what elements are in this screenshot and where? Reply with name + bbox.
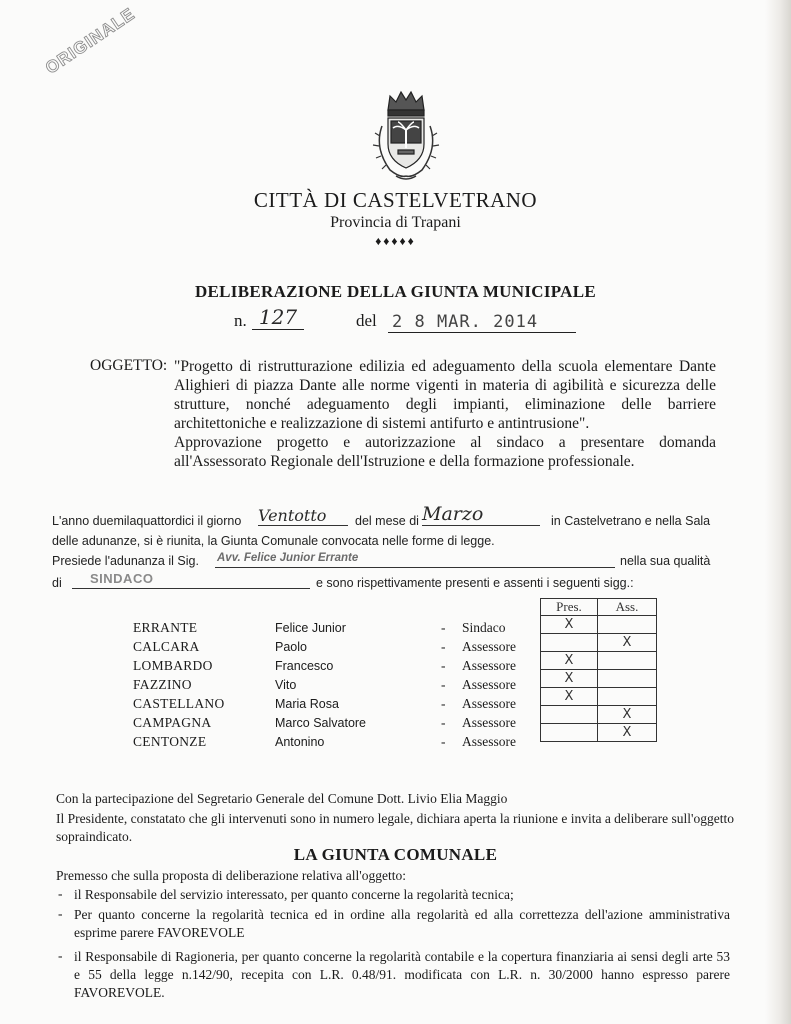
member-name: Francesco [275, 659, 334, 673]
member-name: Maria Rosa [275, 697, 339, 711]
absent-mark: X [598, 706, 657, 724]
member-dash: - [441, 658, 446, 673]
member-role: Assessore [462, 639, 516, 654]
deliberation-number: 127 [252, 305, 304, 330]
secretary-text: Con la partecipazione del Segretario Generale del Comune Dott. Livio Elia Maggio [56, 791, 508, 806]
subject-text [174, 357, 716, 471]
member-dash: - [441, 639, 446, 654]
present-mark [541, 724, 598, 742]
member-surname: LOMBARDO [133, 658, 213, 673]
member-surname: ERRANTE [133, 620, 198, 635]
absent-mark [598, 616, 657, 634]
table-row [541, 652, 657, 670]
present-text: e sono rispettivamente presenti e assenti i seguenti sigg.: [316, 576, 634, 590]
province-name: Provincia di Trapani [330, 214, 461, 231]
day-field: Ventotto [258, 506, 348, 526]
member-surname: CENTONZE [133, 734, 207, 749]
president-text: Presiede l'adunanza il Sig. [52, 554, 199, 568]
member-surname: CALCARA [133, 639, 200, 654]
table-row [541, 724, 657, 742]
bullet-item [74, 886, 730, 904]
city-crest-icon [360, 86, 452, 186]
member-surname: CASTELLANO [133, 696, 225, 711]
premise-text: Premesso che sulla proposta di deliberazione relativa all'oggetto: [56, 868, 406, 883]
quality-field [72, 572, 310, 589]
member-role: Assessore [462, 715, 516, 730]
member-role: Assessore [462, 734, 516, 749]
city-name: CITTÀ DI CASTELVETRANO [253, 188, 538, 212]
present-mark: X [541, 616, 598, 634]
president-name: Avv. Felice Junior Errante [217, 552, 359, 564]
meeting-line-2: delle adunanze, si è riunita, la Giunta Comunale convocata nelle forme di legge. [52, 534, 495, 548]
absent-mark [598, 670, 657, 688]
member-name: Antonino [275, 735, 325, 749]
originale-stamp: ORIGINALE [42, 4, 139, 78]
subject-paragraph-1: "Progetto di ristrutturazione edilizia ed adeguamento della scuola elementare Dante Alighieri di piazza Dante alle norme vigenti in materia di agibilità e sicurezza delle strutture, nonché adeguamento degli impianti, eliminazione delle barriere architettoniche e realizzazione di sistemi antifurto e antintrusione". [174, 358, 716, 432]
member-role: Sindaco [462, 620, 506, 635]
bullet-text: il Responsabile del servizio interessato, per quanto concerne la regolarità tecnica; [74, 887, 514, 902]
quality-value: SINDACO [90, 571, 154, 586]
present-mark: X [541, 670, 598, 688]
deliberation-title: DELIBERAZIONE DELLA GIUNTA MUNICIPALE [194, 282, 597, 301]
bullet-text: il Responsabile di Ragioneria, per quanto concerne la regolarità contabile e la copertura finanziaria ai sensi degli arte 53 e 55 della legge n.142/90, recepita con L.R. 0.48/91. modificata con L.R. n. 30/2000 hanno espresso parere FAVOREVOLE. [74, 949, 730, 1000]
member-name: Vito [275, 678, 297, 692]
table-row [541, 688, 657, 706]
giunta-title: LA GIUNTA COMUNALE [293, 845, 498, 864]
table-row [541, 706, 657, 724]
bullet-text: Per quanto concerne la regolarità tecnica ed in ordine alla regolarità ed alla correttezza dell'azione amministrativa esprime parere FAVOREVOLE [74, 907, 730, 940]
deliberation-date: 2 8 MAR. 2014 [392, 312, 539, 332]
member-role: Assessore [462, 696, 516, 711]
subject-label: OGGETTO: [90, 357, 168, 374]
ornament-diamonds: ♦♦♦♦♦ [375, 234, 416, 248]
place-text: in Castelvetrano e nella Sala [551, 514, 711, 528]
member-name: Paolo [275, 640, 307, 654]
member-surname: FAZZINO [133, 677, 192, 692]
member-name: Marco Salvatore [275, 716, 367, 730]
attendance-table [540, 598, 657, 742]
present-mark [541, 634, 598, 652]
present-mark: X [541, 688, 598, 706]
present-header: Pres. [541, 599, 598, 616]
absent-mark: X [598, 634, 657, 652]
bullet-item [74, 906, 730, 942]
subject-paragraph-2: Approvazione progetto e autorizzazione al sindaco a presentare domanda all'Assessorato Regionale dell'Istruzione e della formazione professionale. [174, 434, 716, 470]
quorum-text: Il Presidente, constatato che gli intervenuti sono in numero legale, dichiara aperta la riunione e invita a deliberare sull'oggetto sopraindicato. [56, 811, 734, 844]
quality-text: nella sua qualità [620, 554, 711, 568]
present-mark [541, 706, 598, 724]
month-text: del mese di [355, 514, 419, 528]
table-row [541, 670, 657, 688]
president-field [215, 552, 615, 568]
month-field: Marzo [422, 503, 540, 526]
scan-edge [765, 0, 791, 1024]
absent-mark [598, 652, 657, 670]
member-dash: - [441, 696, 446, 711]
member-dash: - [441, 620, 446, 635]
table-row [541, 634, 657, 652]
absent-header: Ass. [598, 599, 657, 616]
member-dash: - [441, 677, 446, 692]
member-surname: CAMPAGNA [133, 715, 212, 730]
di-text: di [52, 576, 62, 590]
member-role: Assessore [462, 677, 516, 692]
member-dash: - [441, 734, 446, 749]
date-underline [388, 312, 576, 333]
year-text: L'anno duemilaquattordici il giorno [52, 514, 242, 528]
attendance-header-row [541, 599, 657, 616]
absent-mark: X [598, 724, 657, 742]
member-name: Felice Junior [275, 621, 346, 635]
bullet-dash: - [58, 948, 63, 963]
bullet-item [74, 948, 730, 1002]
present-mark: X [541, 652, 598, 670]
member-role: Assessore [462, 658, 516, 673]
bullet-dash: - [58, 886, 63, 901]
bullet-dash: - [58, 906, 63, 921]
table-row [541, 616, 657, 634]
date-label: del [356, 311, 377, 330]
member-dash: - [441, 715, 446, 730]
absent-mark [598, 688, 657, 706]
number-label: n. [234, 311, 247, 330]
